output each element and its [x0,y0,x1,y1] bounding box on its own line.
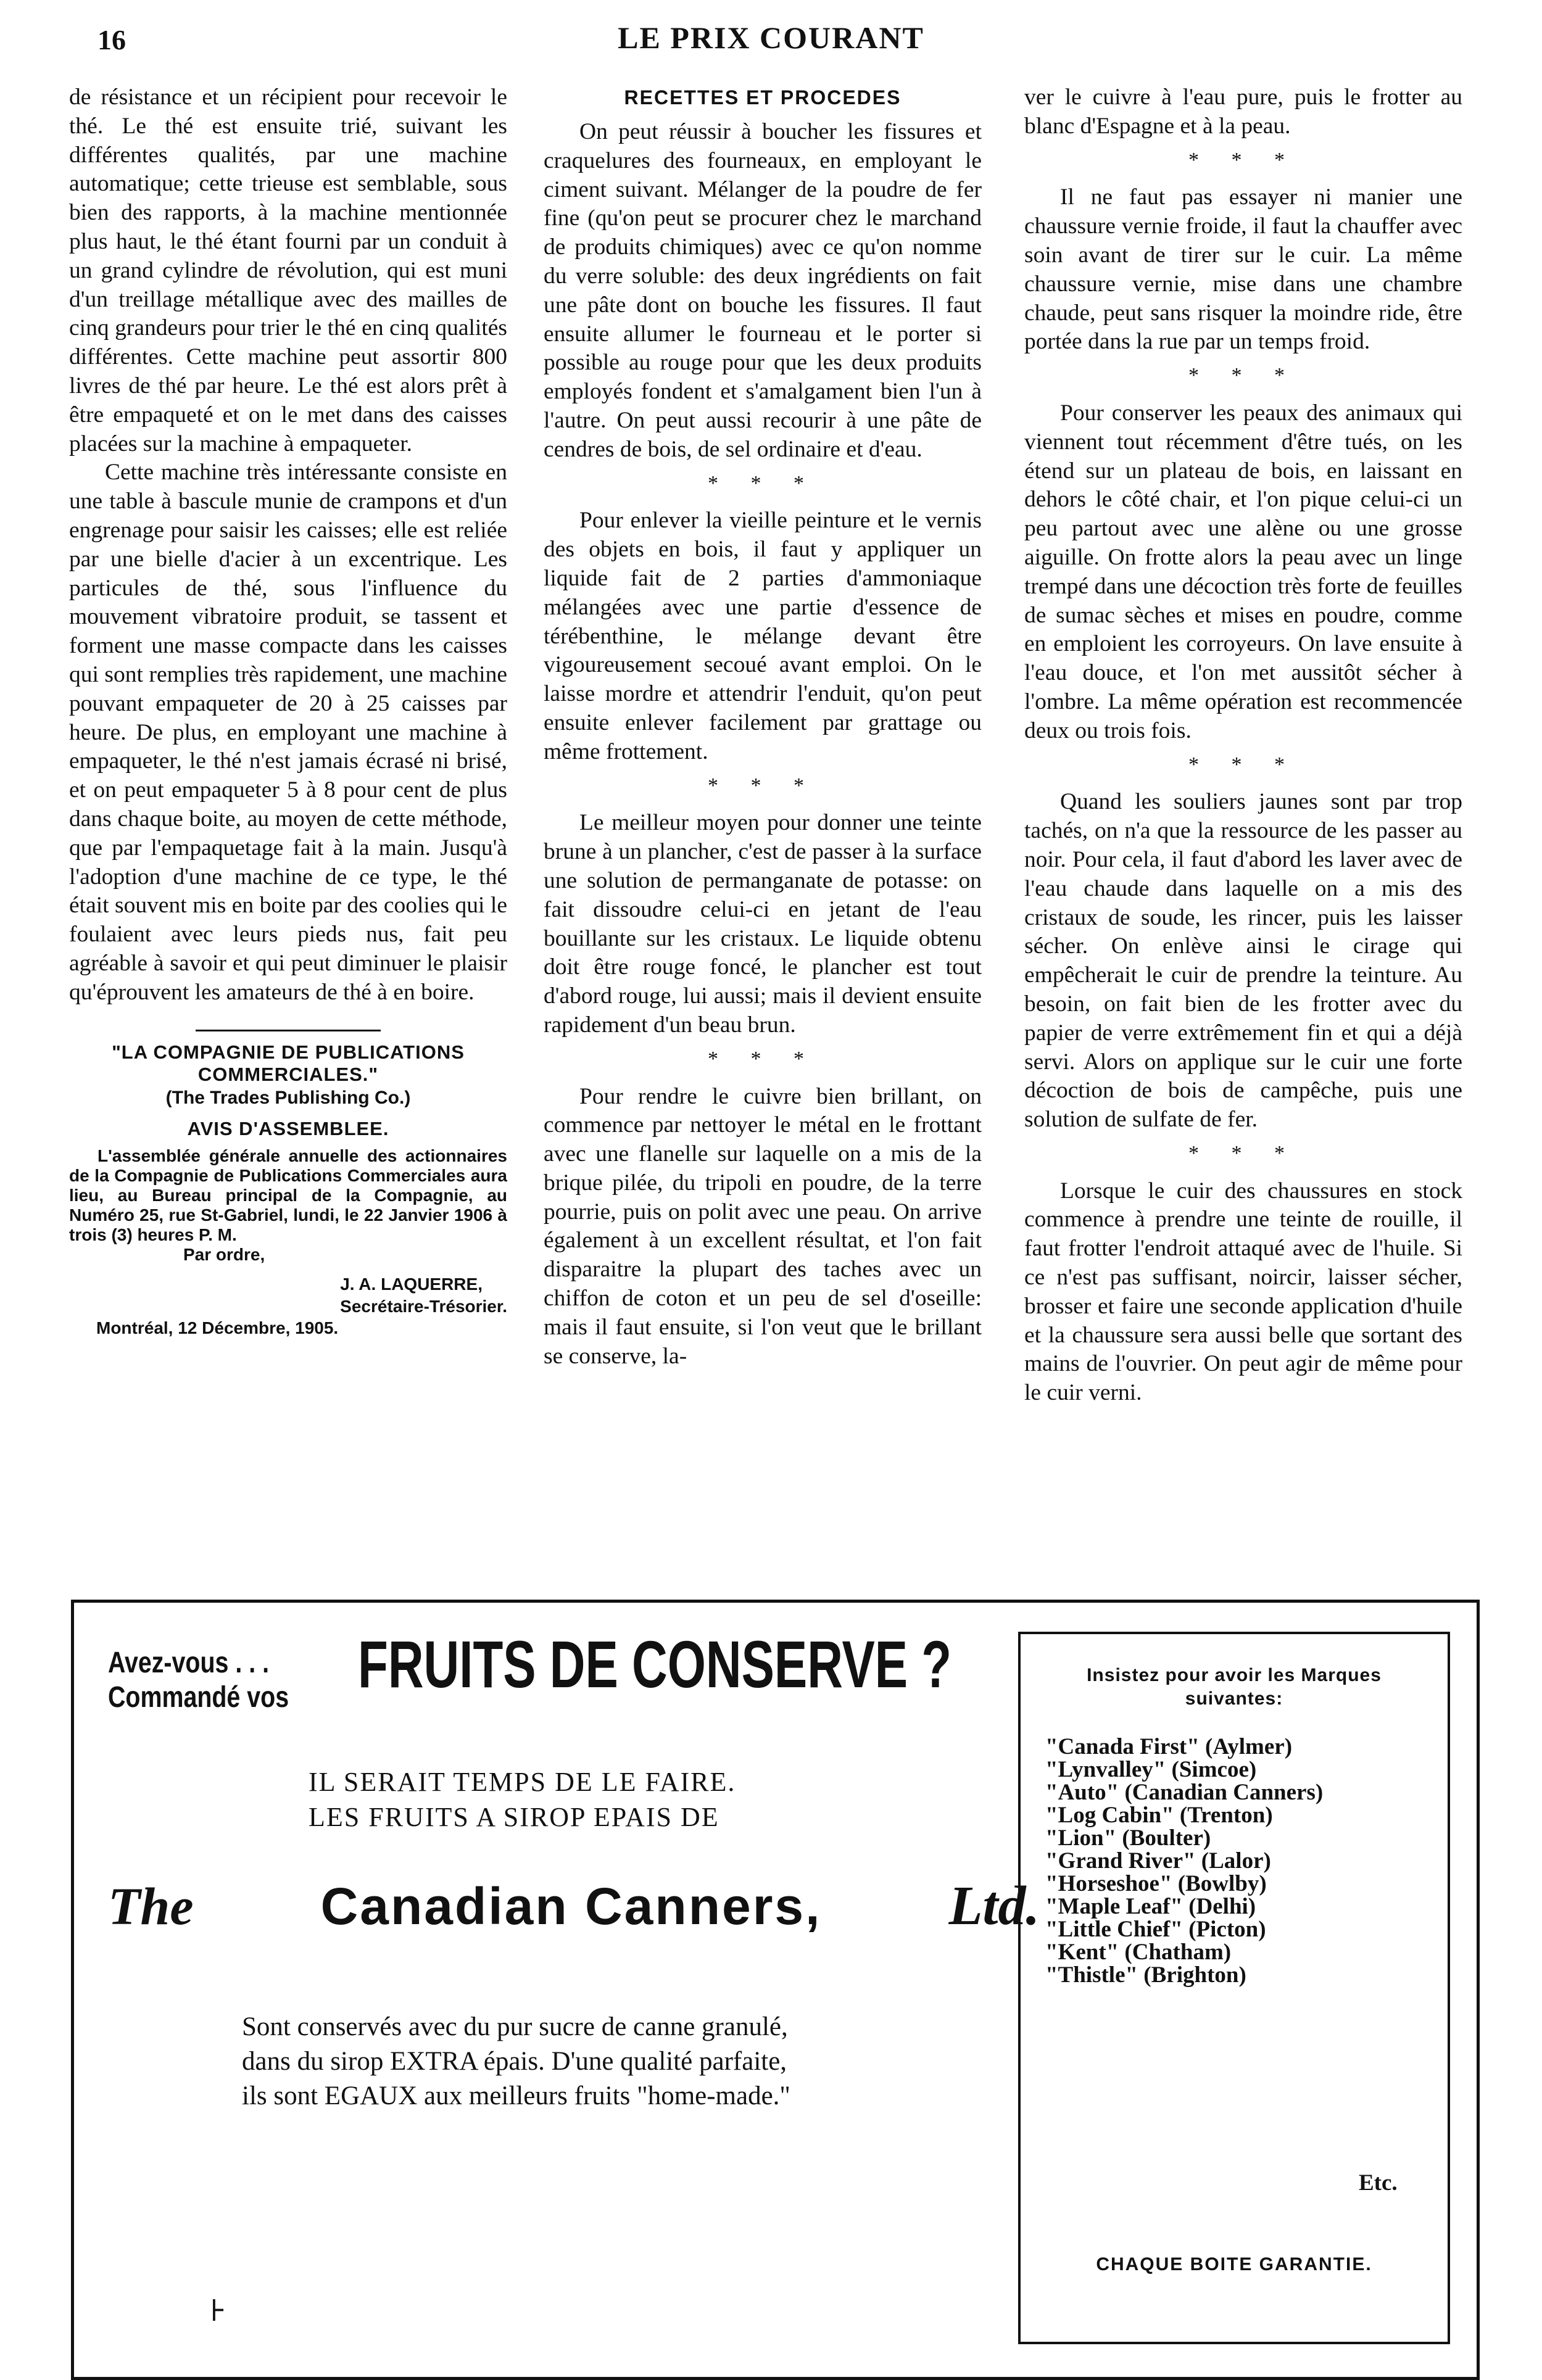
recipe-paragraph: Le meilleur moyen pour donner une teinte brune à un plancher, c'est de passer à la surface une solution de permanganate de potasse: on fait dissoudre celui-ci en jetant de l'eau bouillante sur les cristaux. Le liquide obtenu doit être rouge foncé, le plancher est tout d'abord rouge, lui aussi; mais il devient ensuite rapidement d'un beau brun. [544,810,982,1038]
column-2 [544,83,982,1371]
company-the: The [108,1877,194,1936]
separator-stars: * * * [1188,1141,1298,1165]
separator-stars: * * * [708,471,818,495]
notice-role: Secrétaire-Trésorier. [340,1296,507,1316]
notice-body: L'assemblée générale annuelle des actionnaires de la Compagnie de Publications Commerciales aura lieu, au Bureau principal de la Compagnie, au Numéro 25, rue St-Gabriel, lundi, le 22 Janvier 1906 à trois (3) heures P. M. [69,1146,507,1244]
brands-list [1045,1735,1448,1986]
ad-tagline: LES FRUITS A SIROP EPAIS DE [309,1802,719,1832]
ad-question-line: Commandé vos [108,1681,289,1714]
ad-description [242,2010,982,2113]
separator-stars: * * * [1188,364,1298,387]
notice-subtitle: (The Trades Publishing Co.) [165,1087,411,1108]
brands-footer: CHAQUE BOITE GARANTIE. [1096,2254,1372,2275]
ad-description-line: dans du sirop EXTRA épais. D'une qualité parfaite, [242,2047,787,2076]
separator-stars: * * * [1188,753,1298,776]
publication-title: LE PRIX COURANT [618,20,924,55]
recipe-paragraph: Quand les souliers jaunes sont par trop tachés, on n'a que la ressource de les passer au noir. Pour cela, il faut d'abord les laver avec de l'eau chaude dans laquelle on a mis des cristaux de soude, les rincer, puis les laisser sécher. On enlève ainsi le cirage qui empêcherait le cuir de prendre la teinture. Au besoin, on fait bien de les frotter avec du papier de verre extrêmement fin et qui a déjà servi. Alors on applique sur le cuir une forte décoction de bois de campêche, puis une solution de sulfate de fer. [1024,789,1462,1133]
brand-item: "Thistle" (Brighton) [1045,1962,1246,1988]
recipe-paragraph: Il ne faut pas essayer ni manier une chaussure vernie froide, il faut la chauffer avec soin avant de tirer sur le cuir. La même chaussure vernie, mise dans une chambre chaude, peut sans risquer la moindre ride, être portée dans la rue par un temps froid. [1024,184,1462,355]
notice-heading: AVIS D'ASSEMBLEE. [187,1117,389,1139]
brand-item: "Kent" (Chatham) [1045,1940,1232,1965]
notice-order: Par ordre, [183,1244,265,1264]
brand-item: "Little Chief" (Picton) [1045,1917,1266,1942]
brands-intro: Insistez pour avoir les Marques suivantes: [1087,1665,1382,1709]
section-title: RECETTES ET PROCEDES [624,86,902,109]
column-1 [69,83,507,1339]
brand-item: "Log Cabin" (Trenton) [1045,1803,1273,1828]
brand-item: "Horseshoe" (Bowlby) [1045,1871,1267,1896]
article-paragraph: de résistance et un récipient pour recevoir le thé. Le thé est ensuite trié, suivant les différentes qualités, par une machine automatique; cette trieuse est semblable, sous bien des rapports, à la machine mentionnée plus haut, le thé étant fourni par un conduit à un grand cylindre de révolution, qui est muni d'un treillage métallique avec des mailles de cinq grandeurs pour trier le thé en cinq qualités différentes. Cette machine peut assortir 800 livres de thé par heure. Le thé est alors prêt à être empaqueté et on le met dans des caisses placées sur la machine à empaqueter. [69,85,507,457]
ad-question [108,1646,289,1715]
company-ltd: Ltd. [948,1875,1040,1936]
fruit-advertisement [71,1600,1480,2380]
brand-item: "Grand River" (Lalor) [1045,1848,1271,1874]
separator-stars: * * * [708,774,818,797]
company-main-name: Canadian Canners, [320,1877,822,1935]
recipe-paragraph: Pour conserver les peaux des animaux qui viennent tout récemment d'être tués, on les étend sur un plateau de bois, en laissant en dehors le côté chair, et l'on pique celui-ci un peu partout avec une alène ou une grosse aiguille. On frotte alors la peau avec un linge trempé dans une décoction très forte de feuilles de sumac sèches et mises en poudre, comme en emploient les corroyeurs. On lave ensuite à l'eau douce, et l'on met aussitôt sécher à l'ombre. La même opération est recommencée deux ou trois fois. [1024,400,1462,743]
page-number: 16 [97,24,126,56]
print-mark-icon: ⊦ [210,2295,227,2328]
ad-tagline: IL SERAIT TEMPS DE LE FAIRE. [309,1767,736,1797]
recipe-paragraph: ver le cuivre à l'eau pure, puis le frotter au blanc d'Espagne et à la peau. [1024,85,1462,139]
brand-item: "Lynvalley" (Simcoe) [1045,1757,1257,1782]
brand-item: "Maple Leaf" (Delhi) [1045,1894,1256,1919]
ad-question-line: Avez-vous . . . [108,1647,270,1679]
column-3 [1024,83,1462,1408]
company-name [108,1874,1040,1938]
separator-stars: * * * [708,1047,818,1070]
ad-headline: FRUITS DE CONSERVE ? [358,1627,952,1701]
ad-description-line: ils sont EGAUX aux meilleurs fruits "home-made." [242,2081,790,2110]
recipe-paragraph: On peut réussir à boucher les fissures et craquelures des fourneaux, en employant le ciment suivant. Mélanger de la poudre de fer fine (qu'on peut se procurer chez le marchand de produits chimiques) avec ce qu'on nomme du verre soluble: des deux ingrédients on fait une pâte dont on bouche les fissures. Il faut ensuite allumer le fourneau et le porter si possible au rouge pour que les deux produits employés fondent et s'amalgament bien l'un à l'autre. On peut aussi recourir à une pâte de cendres de bois, de sel ordinaire et d'eau. [544,119,982,462]
brand-item: "Lion" (Boulter) [1045,1825,1211,1851]
brand-item: "Canada First" (Aylmer) [1045,1734,1293,1759]
brand-item: "Auto" (Canadian Canners) [1045,1780,1324,1805]
brands-etc: Etc. [1359,2170,1398,2196]
recipe-paragraph: Pour enlever la vieille peinture et le vernis des objets en bois, il faut y appliquer un liquide fait de 2 parties d'ammoniaque mélangées avec une partie d'essence de térébenthine, le mélange devant être vigoureusement secoué avant emploi. On le laisse mordre et attendrir l'enduit, qu'on peut ensuite enlever facilement par grattage ou même frottement. [544,508,982,764]
notice-date: Montréal, 12 Décembre, 1905. [96,1318,339,1337]
ad-description-line: Sont conservés avec du pur sucre de canne granulé, [242,2012,788,2041]
recipe-paragraph: Pour rendre le cuivre bien brillant, on commence par nettoyer le métal en le frottant avec une flanelle sur laquelle on a mis de la brique pilée, du tripoli en poudre, de la terre pourrie, puis on polit avec une peau. On arrive également à un excellent résultat, et l'on fait disparaitre la plupart des taches avec un chiffon de coton et un peu de sel d'oseille: mais il faut ensuite, si l'on veut que le brillant se conserve, la- [544,1083,982,1369]
recipe-paragraph: Lorsque le cuir des chaussures en stock commence à prendre une teinte de rouille, il faut frotter l'endroit attaqué avec de l'huile. Si ce n'est pas suffisant, noircir, laisser sécher, brosser et faire une seconde application d'huile et la chaussure sera aussi belle que sortant des mains de l'ouvrier. On peut agir de même pour le cuir verni. [1024,1178,1462,1406]
article-paragraph: Cette machine très intéressante consiste en une table à bascule munie de crampons et d'un engrenage pour saisir les caisses; elle est reliée par une bielle d'acier à un excentrique. Les particules de thé, sous l'influence du mouvement vibratoire produit, se tassent et forment une masse compacte dans les caisses qui sont remplies très rapidement, une machine pouvant empaqueter de 20 à 25 caisses par heure. De plus, en employant une machine à empaqueter, le thé n'est jamais écrasé ni brisé, et on peut empaqueter 5 à 8 pour cent de plus dans chaque boite, au moyen de cette méthode, que par l'empaquetage fait à la main. Jusqu'à l'adoption d'une machine de ce type, le thé était souvent mis en boite par des coolies qui le foulaient avec leurs pieds nus, fait peu agréable à savoir et qui peut diminuer le plaisir qu'éprouvent les amateurs de thé à en boire. [69,460,507,1005]
divider [196,1030,381,1031]
notice-signer: J. A. LAQUERRE, [340,1274,483,1294]
brands-box [1018,1632,1450,2344]
meeting-notice [69,1041,507,1339]
notice-title: "LA COMPAGNIE DE PUBLICATIONS COMMERCIALES." [112,1041,465,1085]
separator-stars: * * * [1188,148,1298,171]
